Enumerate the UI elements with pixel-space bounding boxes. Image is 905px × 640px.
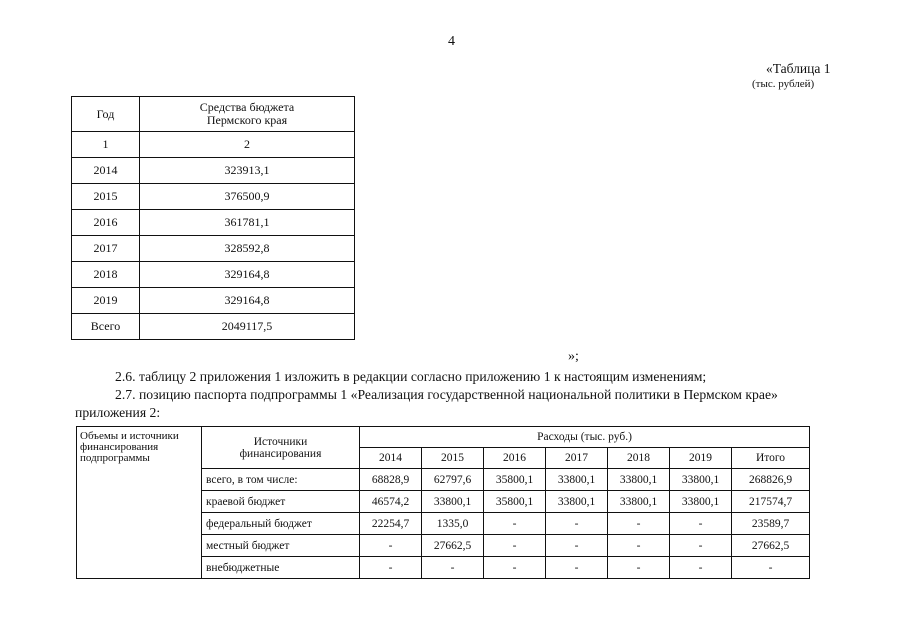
budget-table [71,96,355,340]
cell-value: 27662,5 [422,535,484,557]
table-row [72,236,355,262]
row-value: 376500,9 [140,184,355,210]
cell-value: - [546,557,608,579]
cell-value: 33800,1 [670,491,732,513]
table-row [72,158,355,184]
sources-header: Источники финансирования [202,427,360,469]
cell-value: - [546,535,608,557]
year-header: 2019 [670,448,732,469]
header-year: Год [72,97,140,132]
cell-value: 68828,9 [360,469,422,491]
header-funds: Средства бюджета Пермского края [140,97,355,132]
cell-total: 23589,7 [732,513,810,535]
cell-value: - [422,557,484,579]
row-value: 329164,8 [140,262,355,288]
cell-value: 33800,1 [546,469,608,491]
year-header: 2016 [484,448,546,469]
source-name: местный бюджет [202,535,360,557]
table-units: (тыс. рублей) [752,78,815,90]
paragraph-2-7-continuation: приложения 2: [75,405,161,420]
year-header: 2014 [360,448,422,469]
cell-value: 35800,1 [484,469,546,491]
table-caption: «Таблица 1 [766,61,831,76]
row-year: 2014 [72,158,140,184]
cell-value: 22254,7 [360,513,422,535]
row-year: 2019 [72,288,140,314]
total-header: Итого [732,448,810,469]
cell-total: 268826,9 [732,469,810,491]
year-header: 2017 [546,448,608,469]
cell-value: 62797,6 [422,469,484,491]
source-name: всего, в том числе: [202,469,360,491]
table-total-row [72,314,355,340]
year-header: 2015 [422,448,484,469]
col-number-2: 2 [140,132,355,158]
cell-value: - [670,513,732,535]
row-year: Всего [72,314,140,340]
cell-value: - [360,535,422,557]
cell-value: 46574,2 [360,491,422,513]
table-row [72,184,355,210]
page-number: 4 [448,34,455,49]
row-year: 2017 [72,236,140,262]
cell-value: 33800,1 [670,469,732,491]
row-value: 361781,1 [140,210,355,236]
table-row [72,288,355,314]
closing-quote: »; [568,349,579,364]
cell-value: - [546,513,608,535]
cell-total: 217574,7 [732,491,810,513]
cell-value: 33800,1 [422,491,484,513]
row-year: 2018 [72,262,140,288]
col-number-1: 1 [72,132,140,158]
cell-value: - [608,535,670,557]
cell-value: 33800,1 [608,469,670,491]
cell-value: - [608,513,670,535]
table-header-row [72,97,355,132]
cell-value: 1335,0 [422,513,484,535]
cell-total: 27662,5 [732,535,810,557]
cell-value: 35800,1 [484,491,546,513]
cell-total: - [732,557,810,579]
cell-value: - [484,513,546,535]
financing-header-row [77,427,810,448]
cell-value: 33800,1 [546,491,608,513]
cell-value: - [670,557,732,579]
table-row [72,262,355,288]
cell-value: - [360,557,422,579]
financing-row-label: Объемы и источники финансирования подпрограммы [77,427,202,579]
row-value: 328592,8 [140,236,355,262]
source-name: краевой бюджет [202,491,360,513]
cell-value: - [484,557,546,579]
column-number-row [72,132,355,158]
row-value: 2049117,5 [140,314,355,340]
expenses-header: Расходы (тыс. руб.) [360,427,810,448]
paragraph-2-6: 2.6. таблицу 2 приложения 1 изложить в редакции согласно приложению 1 к настоящим изменениям; [115,369,707,384]
source-name: федеральный бюджет [202,513,360,535]
source-name: внебюджетные [202,557,360,579]
cell-value: - [670,535,732,557]
cell-value: - [608,557,670,579]
financing-table [76,426,810,579]
table-row [72,210,355,236]
cell-value: - [484,535,546,557]
year-header: 2018 [608,448,670,469]
row-value: 323913,1 [140,158,355,184]
cell-value: 33800,1 [608,491,670,513]
row-value: 329164,8 [140,288,355,314]
row-year: 2016 [72,210,140,236]
paragraph-2-7: 2.7. позицию паспорта подпрограммы 1 «Реализация государственной национальной политики в Пермском крае» [115,387,778,402]
row-year: 2015 [72,184,140,210]
